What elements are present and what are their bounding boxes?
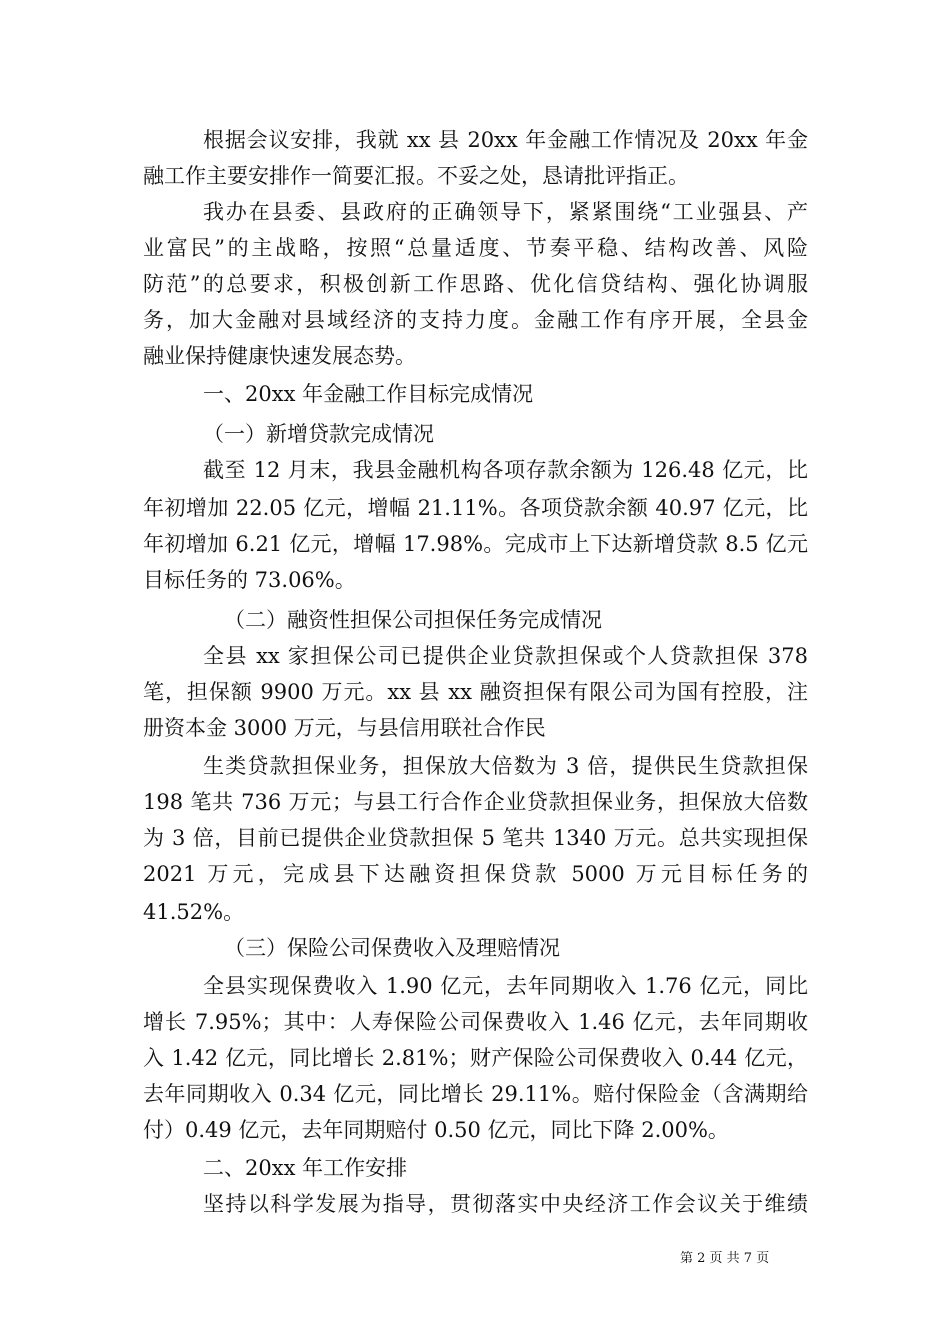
section-heading-2: 二、20xx 年工作安排 [203, 1156, 408, 1180]
page-number-footer: 第 2 页 共 7 页 [680, 1251, 770, 1266]
subsection-heading-2: （二）融资性担保公司担保任务完成情况 [224, 608, 602, 632]
paragraph-guarantee2-line-2: 198 笔共 736 万元；与县工行合作企业贷款担保业务，担保放大倍数 [143, 790, 808, 814]
paragraph-overview-line-5: 融业保持健康快速发展态势。 [143, 344, 416, 368]
paragraph-guarantee2-line-4: 2021 万元，完成县下达融资担保贷款 5000 万元目标任务的 [143, 862, 808, 886]
paragraph-intro-line-2: 融工作主要安排作一简要汇报。不妥之处，恳请批评指正。 [143, 164, 689, 188]
paragraph-overview-line-3: 防范”的总要求，积极创新工作思路、优化信贷结构、强化协调服 [143, 272, 808, 296]
paragraph-insurance-line-5: 付）0.49 亿元，去年同期赔付 0.50 亿元，同比下降 2.00%。 [143, 1118, 729, 1142]
paragraph-plan-line-1: 坚持以科学发展为指导，贯彻落实中央经济工作会议关于维绩 [203, 1192, 808, 1216]
paragraph-insurance-line-1: 全县实现保费收入 1.90 亿元，去年同期收入 1.76 亿元，同比 [203, 974, 808, 998]
paragraph-insurance-line-2: 增长 7.95%；其中：人寿保险公司保费收入 1.46 亿元，去年同期收 [143, 1010, 808, 1034]
section-heading-1: 一、20xx 年金融工作目标完成情况 [203, 382, 534, 406]
paragraph-guarantee2-line-5: 41.52%。 [143, 900, 245, 924]
paragraph-overview-line-1: 我办在县委、县政府的正确领导下，紧紧围绕“工业强县、产 [203, 200, 808, 224]
paragraph-guarantee-line-2: 笔，担保额 9900 万元。xx 县 xx 融资担保有限公司为国有控股，注 [143, 680, 808, 704]
paragraph-insurance-line-3: 入 1.42 亿元，同比增长 2.81%；财产保险公司保费收入 0.44 亿元， [143, 1046, 808, 1070]
paragraph-intro-line-1: 根据会议安排，我就 xx 县 20xx 年金融工作情况及 20xx 年金 [203, 128, 808, 152]
paragraph-overview-line-2: 业富民”的主战略，按照“总量适度、节奏平稳、结构改善、风险 [143, 236, 808, 260]
paragraph-guarantee-line-3: 册资本金 3000 万元，与县信用联社合作民 [143, 716, 546, 740]
paragraph-guarantee-line-1: 全县 xx 家担保公司已提供企业贷款担保或个人贷款担保 378 [203, 644, 808, 668]
paragraph-overview-line-4: 务，加大金融对县域经济的支持力度。金融工作有序开展，全县金 [143, 308, 808, 332]
paragraph-loans-line-2: 年初增加 22.05 亿元，增幅 21.11%。各项贷款余额 40.97 亿元，比 [143, 496, 808, 520]
paragraph-loans-line-4: 目标任务的 73.06%。 [143, 568, 356, 592]
paragraph-loans-line-1: 截至 12 月末，我县金融机构各项存款余额为 126.48 亿元，比 [203, 458, 808, 482]
paragraph-guarantee2-line-1: 生类贷款担保业务，担保放大倍数为 3 倍，提供民生贷款担保 [203, 754, 808, 778]
paragraph-insurance-line-4: 去年同期收入 0.34 亿元，同比增长 29.11%。赔付保险金（含满期给 [143, 1082, 808, 1106]
paragraph-guarantee2-line-3: 为 3 倍，目前已提供企业贷款担保 5 笔共 1340 万元。总共实现担保 [143, 826, 808, 850]
paragraph-loans-line-3: 年初增加 6.21 亿元，增幅 17.98%。完成市上下达新增贷款 8.5 亿元 [143, 532, 808, 556]
subsection-heading-1: （一）新增贷款完成情况 [203, 422, 434, 446]
subsection-heading-3: （三）保险公司保费收入及理赔情况 [224, 936, 560, 960]
